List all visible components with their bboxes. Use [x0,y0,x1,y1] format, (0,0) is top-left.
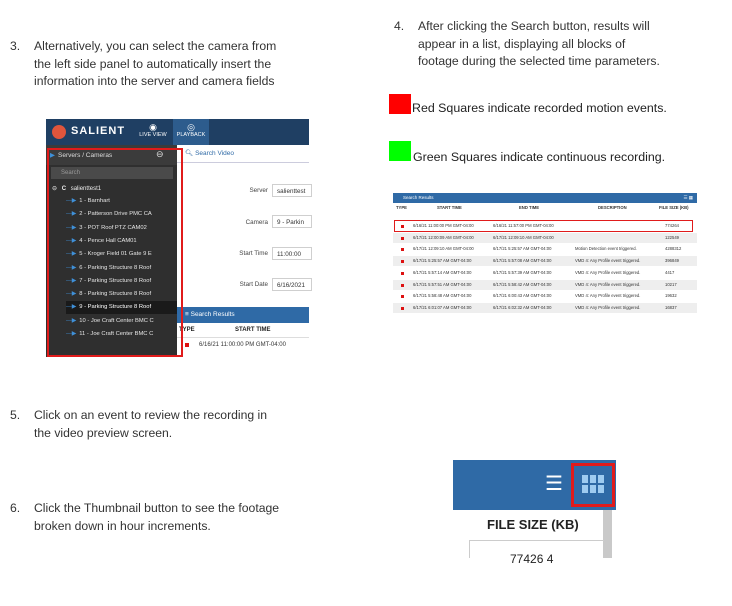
table-row[interactable]: 6/16/21 11:00:00 PM GMT-04:00 6/16/21 11:57:00 PM GMT-04:00 774264 [393,221,697,231]
camera-icon: —▶ [66,331,77,337]
step-text: Click on an event to review the recording in the video preview screen. [34,408,268,440]
camera-icon: —▶ [66,224,77,231]
nav-playback[interactable]: ◎ PLAYBACK [173,119,209,145]
highlight-box [394,220,693,232]
col-start: START TIME [437,205,462,210]
salient-app-screenshot [46,119,309,357]
motion-event-icon [401,307,404,310]
search-results-header: ≡ Search Results [177,307,309,323]
app-brand: SALIENT [71,125,126,137]
camera-item[interactable]: —▶ 8 - Parking Structure 8 Roof [66,291,152,298]
table-row[interactable]: 6/17/21 5:25:57 AM GMT-04:00 6/17/21 5:57:08 AM GMT-04:00 VMD 4: Any Profile event triggered. 396849 [393,256,697,266]
motion-event-icon [401,248,404,251]
server-field[interactable]: salienttest [272,184,312,197]
step-number: 4. [394,19,405,33]
camera-icon: —▶ [66,291,77,298]
camera-item[interactable]: —▶ 5 - Kroger Field 01 Gate 9 E [66,251,152,258]
step-number: 5. [10,408,21,422]
step-text: After clicking the Search button, results will appear in a list, displaying all blocks of footage during the selected time parameters. [418,19,660,68]
table-row[interactable]: 6/17/21 5:57:51 AM GMT-04:00 6/17/21 5:58:42 AM GMT-04:00 VMD 4: Any Profile event triggered. 10217 [393,280,697,290]
highlight-box [571,463,615,507]
motion-event-icon [401,272,404,275]
list-view-icon[interactable]: ☰ [545,473,563,495]
camera-search-input[interactable]: Search [51,167,173,179]
start-time-label: Start Time [239,250,268,257]
results-columns: TYPE START TIME [177,323,309,338]
search-results-screenshot [393,193,697,317]
motion-event-icon [401,295,404,298]
table-row[interactable]: 6/17/21 12:09:10 AM GMT-04:00 6/17/21 5:25:57 AM GMT-04:00 Motion Detection event triggered. 4288312 [393,244,697,254]
table-row[interactable]: 6/17/21 12:00:09 AM GMT-04:00 6/17/21 12:09:10 AM GMT-04:00 122549 [393,233,697,243]
table-row[interactable]: 6/16/21 11:00:00 PM GMT-04:00 [177,338,309,352]
side-panel-header: ▶ Servers / Cameras ⊖ [46,145,177,165]
highlight-box [47,148,183,357]
collapse-icon[interactable]: ⊖ [156,149,164,159]
legend-green-text: Green Squares indicate continuous recording. [413,150,666,164]
camera-icon: —▶ [66,211,77,218]
camera-item[interactable]: —▶ 7 - Parking Structure 8 Roof [66,277,152,284]
camera-icon: —▶ [66,317,77,324]
camera-icon: —▶ [66,264,77,271]
camera-label: Camera [245,219,268,226]
col-end: END TIME [519,205,540,210]
camera-item[interactable]: —▶ 3 - POT Roof PTZ CAM02 [66,224,147,231]
camera-icon: —▶ [66,198,77,204]
table-row[interactable]: 6/17/21 6:01:07 AM GMT-04:00 6/17/21 6:02:32 AM GMT-04:00 VMD 4: Any Profile event triggered. 16837 [393,303,697,313]
col-file-size: FILE SIZE (KB) [659,205,689,210]
motion-event-icon [401,237,404,240]
refresh-icon: C [61,186,67,192]
camera-item[interactable]: —▶ 2 - Patterson Drive PMC CA [66,211,152,218]
motion-event-icon [401,260,404,263]
camera-icon: —▶ [66,237,77,244]
start-time-field[interactable]: 11:00:00 [272,247,312,260]
step-number: 6. [10,501,21,515]
folder-icon: ▶ [50,152,55,159]
motion-event-icon [185,343,189,347]
results-bar: Search Results ☰ ▦ [393,193,697,203]
table-row[interactable]: 6/17/21 5:58:48 AM GMT-04:00 6/17/21 6:00:43 AM GMT-04:00 VMD 4: Any Profile event triggered. 19632 [393,291,697,301]
camera-item[interactable]: —▶ 4 - Pence Hall CAM01 [66,237,137,244]
server-label: Server [249,187,268,194]
camera-item[interactable]: —▶ 11 - Joe Craft Center BMC C [66,331,154,337]
scrollbar[interactable] [603,510,612,558]
file-size-header: FILE SIZE (KB) [487,517,579,532]
camera-item[interactable]: —▶ 1 - Barnhart [66,198,110,204]
camera-icon: —▶ [66,304,77,311]
camera-item[interactable]: —▶ 10 - Joe Craft Center BMC C [66,317,154,324]
thumbnail-button-screenshot [453,460,616,566]
step-3 [10,38,330,98]
start-date-field[interactable]: 6/16/2021 [272,278,312,291]
step-5 [10,407,330,447]
eye-icon: ◉ [149,122,157,132]
step-4 [394,18,724,78]
file-size-value: 77426 4 [510,552,554,566]
collapse-icon: ⊖ [52,186,58,192]
camera-icon: —▶ [66,251,77,258]
camera-item[interactable]: —▶ 6 - Parking Structure 8 Roof [66,264,152,271]
table-row[interactable]: 6/17/21 5:57:14 AM GMT-04:00 6/17/21 5:57:39 AM GMT-04:00 VMD 4: Any Profile event triggered. 4417 [393,268,697,278]
col-type: TYPE [396,205,407,210]
step-6 [10,500,340,540]
playback-icon: ◎ [187,122,195,132]
camera-item[interactable]: —▶ 9 - Parking Structure 8 Roof [66,301,177,314]
results-icon: ≡ [185,311,189,318]
app-topbar [46,119,309,145]
salient-logo-icon [52,125,66,139]
camera-icon: —▶ [66,277,77,284]
col-description: DESCRIPTION [598,205,627,210]
server-node[interactable]: ⊖ C salienttest1 [52,186,102,192]
camera-field[interactable]: 9 - Parkin [272,215,312,228]
nav-live-view[interactable]: ◉ LIVE VIEW [139,122,167,138]
motion-event-icon [401,284,404,287]
view-toggle-icon[interactable]: ☰ ▦ [683,195,693,200]
search-video-header: 🔍︎ Search Video [177,145,309,163]
red-square-icon [389,94,411,114]
step-text: Alternatively, you can select the camera from the left side panel to automatically insert the information into the server and camera fields [34,39,277,88]
legend-red-text: Red Squares indicate recorded motion events. [412,101,667,115]
green-square-icon [389,141,411,161]
start-date-label: Start Date [239,281,268,288]
step-number: 3. [10,39,21,53]
search-icon: 🔍︎ [185,150,194,157]
step-text: Click the Thumbnail button to see the footage broken down in hour increments. [34,501,280,533]
